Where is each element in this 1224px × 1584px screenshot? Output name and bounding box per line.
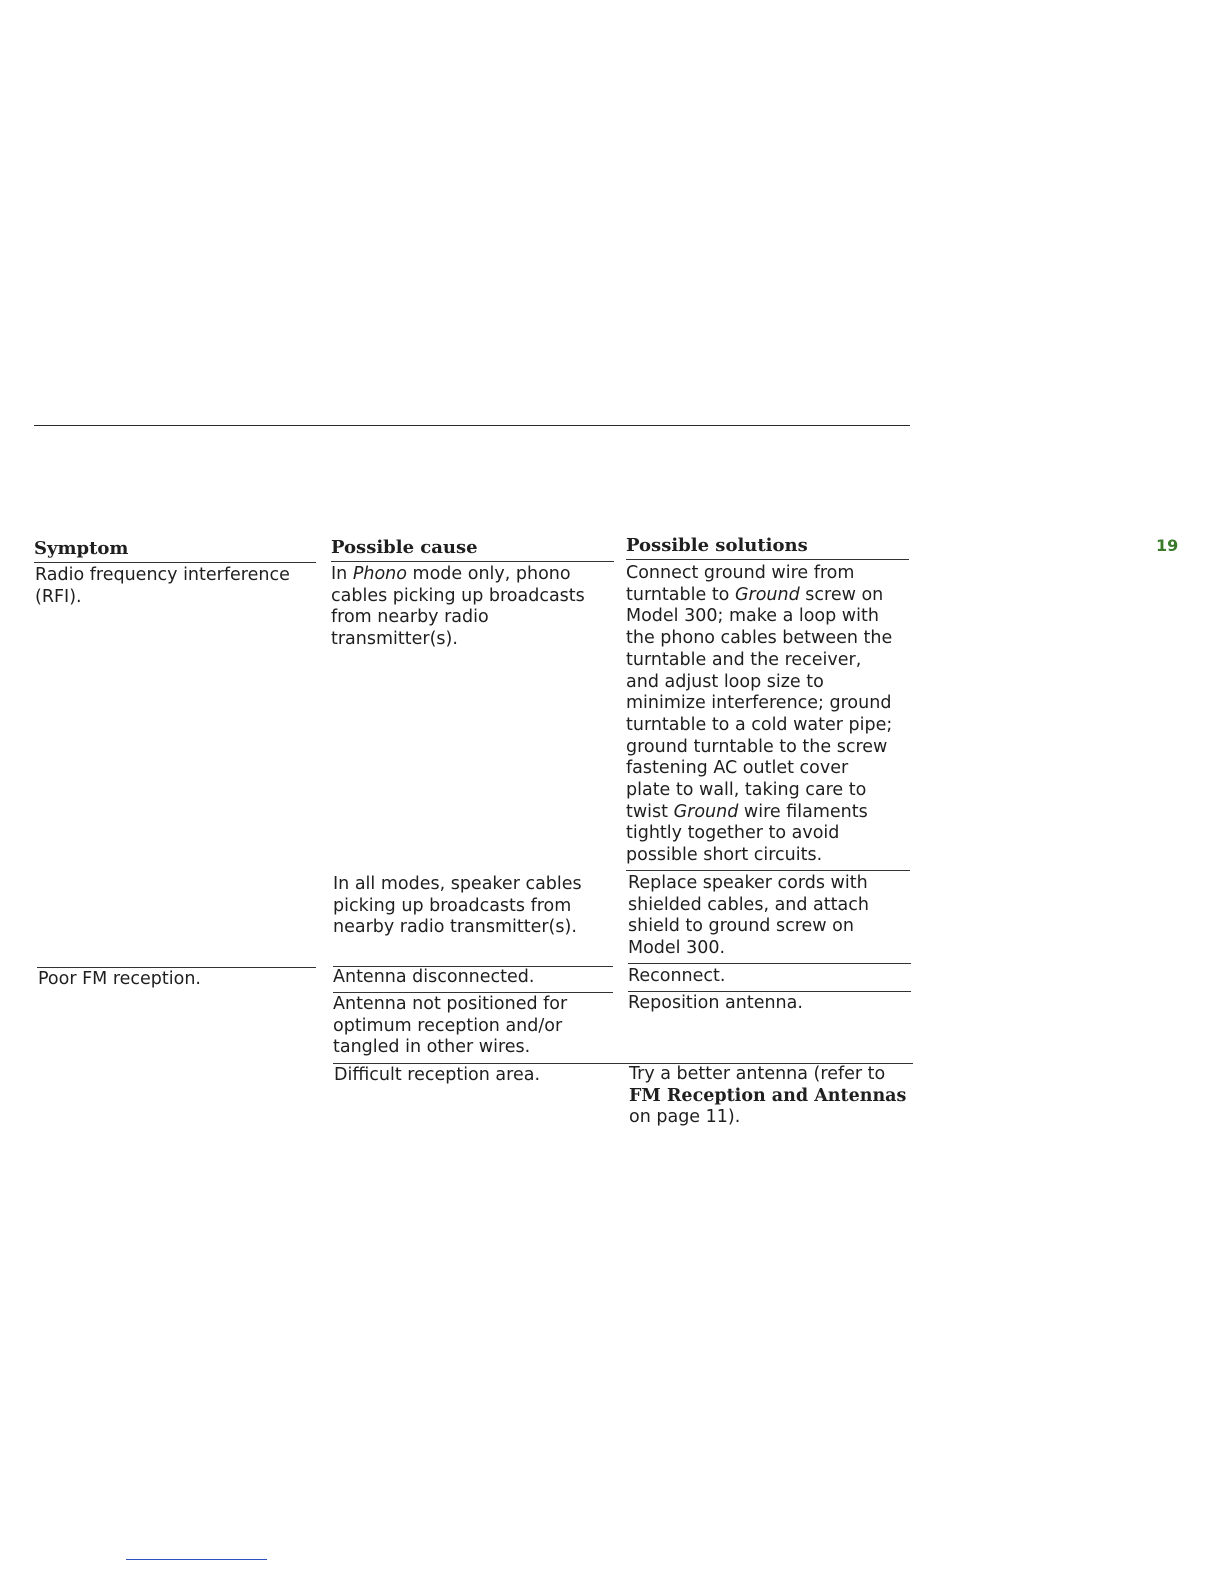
cause-line: cables picking up broadcasts bbox=[331, 585, 585, 606]
cause-line: from nearby radio bbox=[331, 607, 489, 628]
solution-line: turntable to a cold water pipe; bbox=[626, 714, 893, 735]
cause-line: In all modes, speaker cables bbox=[333, 874, 582, 894]
row-divider bbox=[37, 967, 316, 968]
solution-reconnect bbox=[628, 966, 911, 992]
header-possible-cause: Possible cause bbox=[331, 537, 614, 562]
symptom-poor-fm bbox=[38, 969, 316, 991]
cause-line: Antenna disconnected. bbox=[333, 967, 535, 987]
solution-line: Replace speaker cords with bbox=[628, 873, 868, 893]
cause-text: In bbox=[331, 564, 353, 584]
solution-line: possible short circuits. bbox=[626, 845, 823, 866]
solution-line: plate to wall, taking care to bbox=[626, 780, 867, 801]
solution-line: Model 300; make a loop with bbox=[626, 606, 879, 627]
row-divider bbox=[333, 992, 613, 993]
cause-line: tangled in other wires. bbox=[333, 1037, 531, 1058]
solution-text: twist bbox=[626, 801, 674, 822]
solution-line: Reconnect. bbox=[628, 966, 726, 986]
solution-text: turntable to bbox=[626, 584, 735, 605]
solution-line: turntable and the receiver, bbox=[626, 649, 862, 670]
solution-line bbox=[626, 585, 910, 607]
cause-rfi-phono bbox=[331, 564, 614, 651]
cause-line: optimum reception and/or bbox=[333, 1015, 563, 1036]
symptom-rfi bbox=[35, 565, 317, 608]
solution-line: fastening AC outlet cover bbox=[626, 758, 849, 779]
top-rule bbox=[34, 425, 910, 426]
solution-better-antenna bbox=[629, 1064, 912, 1129]
solution-line: Try a better antenna (refer to bbox=[629, 1064, 886, 1084]
cause-line bbox=[331, 564, 614, 586]
solution-line: and adjust loop size to bbox=[626, 671, 824, 692]
solution-line: Connect ground wire from bbox=[626, 563, 855, 583]
solution-line: shielded cables, and attach bbox=[628, 894, 869, 915]
symptom-rfi-line: Radio frequency interference bbox=[35, 565, 290, 585]
solution-text: screw on bbox=[799, 584, 884, 605]
solution-line: tightly together to avoid bbox=[626, 823, 840, 844]
cause-antenna-disconnected bbox=[333, 967, 613, 989]
cause-line: Antenna not positioned for bbox=[333, 994, 568, 1014]
solution-line bbox=[626, 802, 910, 824]
symptom-fm-line: Poor FM reception. bbox=[38, 969, 201, 989]
solution-reposition bbox=[628, 993, 911, 1015]
cause-line: Difficult reception area. bbox=[334, 1065, 541, 1085]
bottom-rule bbox=[126, 1559, 267, 1560]
cause-line: picking up broadcasts from bbox=[333, 895, 572, 916]
header-symptom: Symptom bbox=[34, 538, 316, 563]
solution-line: minimize interference; ground bbox=[626, 693, 892, 714]
phono-mode-term: Phono bbox=[352, 564, 407, 584]
cause-line: nearby radio transmitter(s). bbox=[333, 917, 577, 938]
ground-term: Ground bbox=[673, 801, 739, 822]
cause-rfi-speaker bbox=[333, 874, 613, 939]
ground-term: Ground bbox=[734, 584, 800, 605]
page-number: 19 bbox=[1156, 536, 1179, 555]
solution-line: Model 300. bbox=[628, 938, 726, 959]
solution-line: ground turntable to the screw bbox=[626, 736, 888, 757]
solution-rfi-ground bbox=[626, 563, 910, 871]
cause-difficult-area bbox=[334, 1065, 613, 1087]
solution-line: shield to ground screw on bbox=[628, 916, 854, 937]
cause-line: transmitter(s). bbox=[331, 629, 458, 650]
cause-antenna-positioned bbox=[333, 994, 613, 1059]
cause-text: mode only, phono bbox=[406, 564, 571, 584]
solution-line: on page 11). bbox=[629, 1107, 741, 1128]
solution-line: Reposition antenna. bbox=[628, 993, 803, 1013]
solution-rfi-shielded bbox=[628, 873, 911, 964]
fm-reception-reference: FM Reception and Antennas bbox=[629, 1085, 907, 1106]
solution-text: wire filaments bbox=[738, 801, 868, 822]
symptom-rfi-line: (RFI). bbox=[35, 586, 82, 607]
solution-line: the phono cables between the bbox=[626, 628, 893, 649]
header-possible-solutions: Possible solutions bbox=[626, 535, 909, 560]
